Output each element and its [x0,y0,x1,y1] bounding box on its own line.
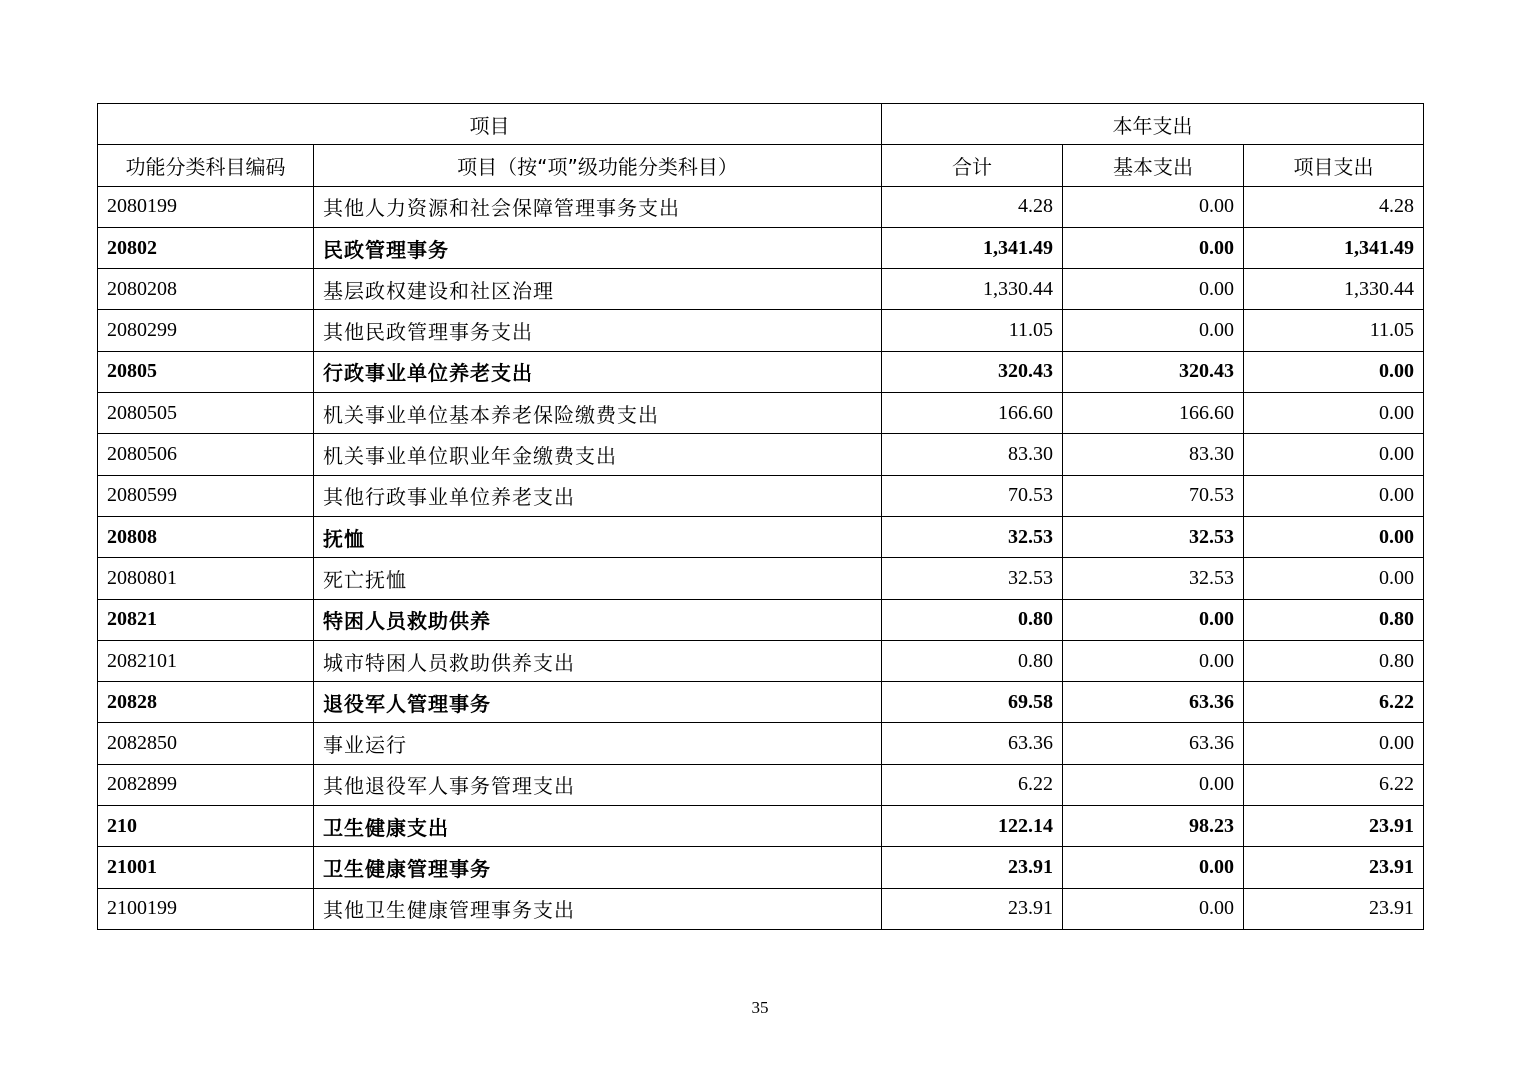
cell-name: 民政管理事务 [314,227,882,268]
header-project: 项目 [98,104,882,145]
cell-code: 2082850 [98,723,314,764]
cell-total: 0.80 [882,599,1063,640]
table-row [98,806,1424,847]
cell-total: 83.30 [882,434,1063,475]
cell-code: 20802 [98,227,314,268]
cell-total: 23.91 [882,888,1063,929]
cell-basic: 32.53 [1063,558,1244,599]
cell-basic: 98.23 [1063,806,1244,847]
expenditure-table [97,103,1424,930]
cell-total: 23.91 [882,847,1063,888]
cell-name: 其他行政事业单位养老支出 [314,475,882,516]
page-number: 35 [751,998,769,1017]
cell-name: 其他退役军人事务管理支出 [314,764,882,805]
header-code: 功能分类科目编码 [98,145,314,186]
table-row [98,516,1424,557]
table-row [98,351,1424,392]
cell-project: 11.05 [1244,310,1424,351]
cell-code: 21001 [98,847,314,888]
table-row [98,764,1424,805]
cell-basic: 32.53 [1063,516,1244,557]
cell-total: 11.05 [882,310,1063,351]
cell-basic: 320.43 [1063,351,1244,392]
table-row [98,723,1424,764]
cell-code: 20828 [98,682,314,723]
cell-project: 1,330.44 [1244,269,1424,310]
cell-basic: 63.36 [1063,682,1244,723]
cell-project: 0.00 [1244,351,1424,392]
cell-basic: 0.00 [1063,269,1244,310]
cell-project: 0.00 [1244,475,1424,516]
cell-total: 69.58 [882,682,1063,723]
cell-basic: 0.00 [1063,227,1244,268]
cell-name: 抚恤 [314,516,882,557]
cell-code: 2080208 [98,269,314,310]
cell-project: 0.00 [1244,723,1424,764]
cell-project: 0.00 [1244,558,1424,599]
cell-name: 行政事业单位养老支出 [314,351,882,392]
cell-basic: 0.00 [1063,888,1244,929]
cell-basic: 0.00 [1063,640,1244,681]
cell-name: 其他卫生健康管理事务支出 [314,888,882,929]
cell-total: 0.80 [882,640,1063,681]
cell-project: 0.80 [1244,599,1424,640]
table-row [98,640,1424,681]
header-row-sub [98,145,1424,186]
cell-project: 0.80 [1244,640,1424,681]
cell-code: 2080299 [98,310,314,351]
cell-total: 122.14 [882,806,1063,847]
table-row [98,475,1424,516]
cell-name: 其他人力资源和社会保障管理事务支出 [314,186,882,227]
table-row [98,310,1424,351]
cell-project: 0.00 [1244,393,1424,434]
header-total: 合计 [882,145,1063,186]
header-name: 项目（按“项”级功能分类科目） [314,145,882,186]
table-row [98,847,1424,888]
cell-project: 0.00 [1244,434,1424,475]
cell-project: 6.22 [1244,764,1424,805]
cell-name: 城市特困人员救助供养支出 [314,640,882,681]
cell-basic: 83.30 [1063,434,1244,475]
cell-basic: 0.00 [1063,847,1244,888]
cell-name: 卫生健康管理事务 [314,847,882,888]
cell-basic: 0.00 [1063,764,1244,805]
cell-total: 63.36 [882,723,1063,764]
table-row [98,888,1424,929]
cell-total: 32.53 [882,516,1063,557]
table-body [98,186,1424,929]
cell-name: 机关事业单位职业年金缴费支出 [314,434,882,475]
cell-basic: 0.00 [1063,310,1244,351]
cell-basic: 0.00 [1063,599,1244,640]
cell-code: 2082899 [98,764,314,805]
cell-name: 卫生健康支出 [314,806,882,847]
cell-name: 事业运行 [314,723,882,764]
cell-name: 基层政权建设和社区治理 [314,269,882,310]
cell-project: 6.22 [1244,682,1424,723]
cell-name: 特困人员救助供养 [314,599,882,640]
cell-basic: 63.36 [1063,723,1244,764]
cell-code: 210 [98,806,314,847]
cell-code: 2080506 [98,434,314,475]
cell-basic: 166.60 [1063,393,1244,434]
cell-total: 70.53 [882,475,1063,516]
table-row [98,393,1424,434]
header-basic: 基本支出 [1063,145,1244,186]
cell-code: 2100199 [98,888,314,929]
cell-project: 23.91 [1244,847,1424,888]
table-row [98,186,1424,227]
cell-total: 4.28 [882,186,1063,227]
cell-code: 2080505 [98,393,314,434]
cell-code: 20805 [98,351,314,392]
cell-basic: 70.53 [1063,475,1244,516]
cell-total: 6.22 [882,764,1063,805]
cell-name: 退役军人管理事务 [314,682,882,723]
cell-code: 2082101 [98,640,314,681]
cell-name: 机关事业单位基本养老保险缴费支出 [314,393,882,434]
cell-total: 32.53 [882,558,1063,599]
cell-code: 2080599 [98,475,314,516]
table-row [98,558,1424,599]
cell-project: 0.00 [1244,516,1424,557]
header-row-top [98,104,1424,145]
cell-project: 23.91 [1244,888,1424,929]
cell-basic: 0.00 [1063,186,1244,227]
header-project-expenditure: 项目支出 [1244,145,1424,186]
cell-project: 1,341.49 [1244,227,1424,268]
cell-name: 死亡抚恤 [314,558,882,599]
cell-code: 2080801 [98,558,314,599]
table-row [98,682,1424,723]
cell-total: 1,330.44 [882,269,1063,310]
header-current-year-expenditure: 本年支出 [882,104,1424,145]
table-row [98,227,1424,268]
cell-project: 23.91 [1244,806,1424,847]
cell-total: 320.43 [882,351,1063,392]
cell-project: 4.28 [1244,186,1424,227]
cell-code: 20808 [98,516,314,557]
table-row [98,599,1424,640]
cell-total: 166.60 [882,393,1063,434]
table-row [98,434,1424,475]
cell-name: 其他民政管理事务支出 [314,310,882,351]
cell-total: 1,341.49 [882,227,1063,268]
cell-code: 20821 [98,599,314,640]
cell-code: 2080199 [98,186,314,227]
table-row [98,269,1424,310]
